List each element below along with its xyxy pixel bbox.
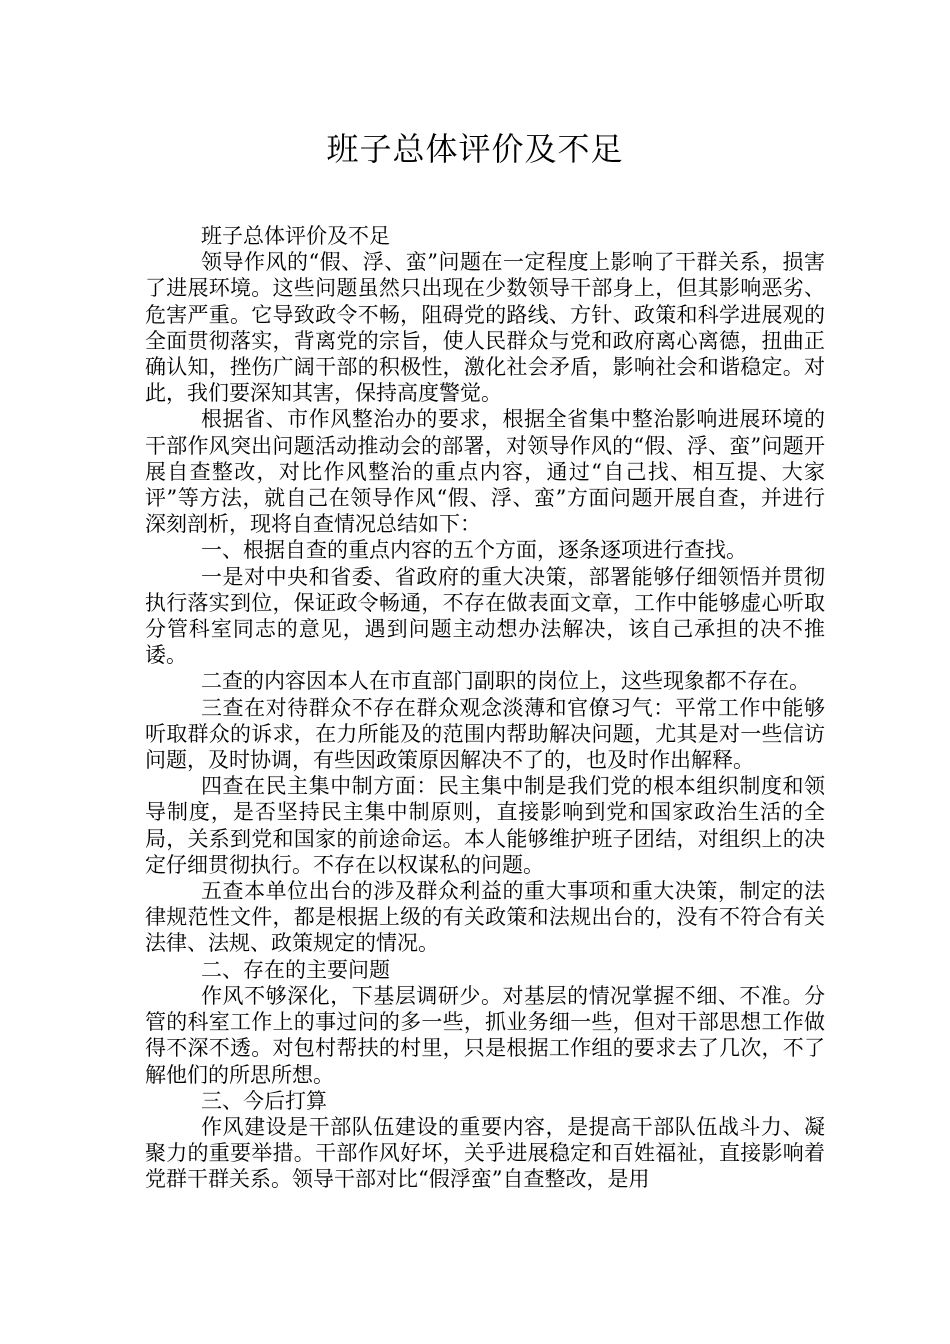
paragraph-check-3: 三查在对待群众不存在群众观念淡薄和官僚习气：平常工作中能够听取群众的诉求，在力所能及的范围内帮助解决问题，尤其是对一些信访问题，及时协调，有些因政策原因解决不了的，也及时作出解释。 [145,695,825,773]
paragraph-problems: 作风不够深化，下基层调研少。对基层的情况掌握不细、不准。分管的科室工作上的事过问的多一些，抓业务细一些，但对干部思想工作做得不深不透。对包村帮扶的村里，只是根据工作组的要求去了几次，不了解他们的所思所想。 [145,983,825,1087]
document-body [145,223,825,1193]
paragraph-requirements: 根据省、市作风整治办的要求，根据全省集中整治影响进展环境的干部作风突出问题活动推动会的部署，对领导作风的“假、浮、蛮”问题开展自查整改，对比作风整治的重点内容，通过“自己找、相互提、大家评”等方法，就自己在领导作风“假、浮、蛮”方面问题开展自查，并进行深刻剖析，现将自查情况总结如下： [145,407,825,537]
section-heading-2: 二、存在的主要问题 [201,957,390,982]
paragraph-check-5: 五查本单位出台的涉及群众利益的重大事项和重大决策，制定的法律规范性文件，都是根据上级的有关政策和法规出台的，没有不符合有关法律、法规、政策规定的情况。 [145,879,825,956]
section-heading-3: 三、今后打算 [201,1088,327,1113]
paragraph-check-1: 一是对中央和省委、省政府的重大决策，部署能够仔细领悟并贯彻执行落实到位，保证政令畅通，不存在做表面文章，工作中能够虚心听取分管科室同志的意见，遇到问题主动想办法解决，该自己承担的决不推诿。 [145,564,825,668]
paragraph-plans: 作风建设是干部队伍建设的重要内容，是提高干部队伍战斗力、凝聚力的重要举措。干部作风好坏，关乎进展稳定和百姓福祉，直接影响着党群干群关系。领导干部对比“假浮蛮”自查整改，是用 [145,1114,825,1192]
paragraph-check-2: 二查的内容因本人在市直部门副职的岗位上，这些现象都不存在。 [201,669,810,694]
section-heading-1: 一、根据自查的重点内容的五个方面，逐条逐项进行查找。 [201,538,747,563]
document-title: 班子总体评价及不足 [326,130,624,168]
paragraph-subtitle: 班子总体评价及不足 [201,224,390,248]
paragraph-check-4: 四查在民主集中制方面：民主集中制是我们党的根本组织制度和领导制度，是否坚持民主集中制原则，直接影响到党和国家政治生活的全局，关系到党和国家的前途命运。本人能够维护班子团结，对组织上的决定仔细贯彻执行。不存在以权谋私的问题。 [145,774,825,877]
paragraph-intro: 领导作风的“假、浮、蛮”问题在一定程度上影响了干群关系，损害了进展环境。这些问题虽然只出现在少数领导干部身上，但其影响恶劣、危害严重。它导致政令不畅，阻碍党的路线、方针、政策和科学进展观的全面贯彻落实，背离党的宗旨，使人民群众与党和政府离心离德，扭曲正确认知，挫伤广阔干部的积极性，激化社会矛盾，影响社会和谐稳定。对此，我们要深知其害，保持高度警觉。 [145,250,825,406]
